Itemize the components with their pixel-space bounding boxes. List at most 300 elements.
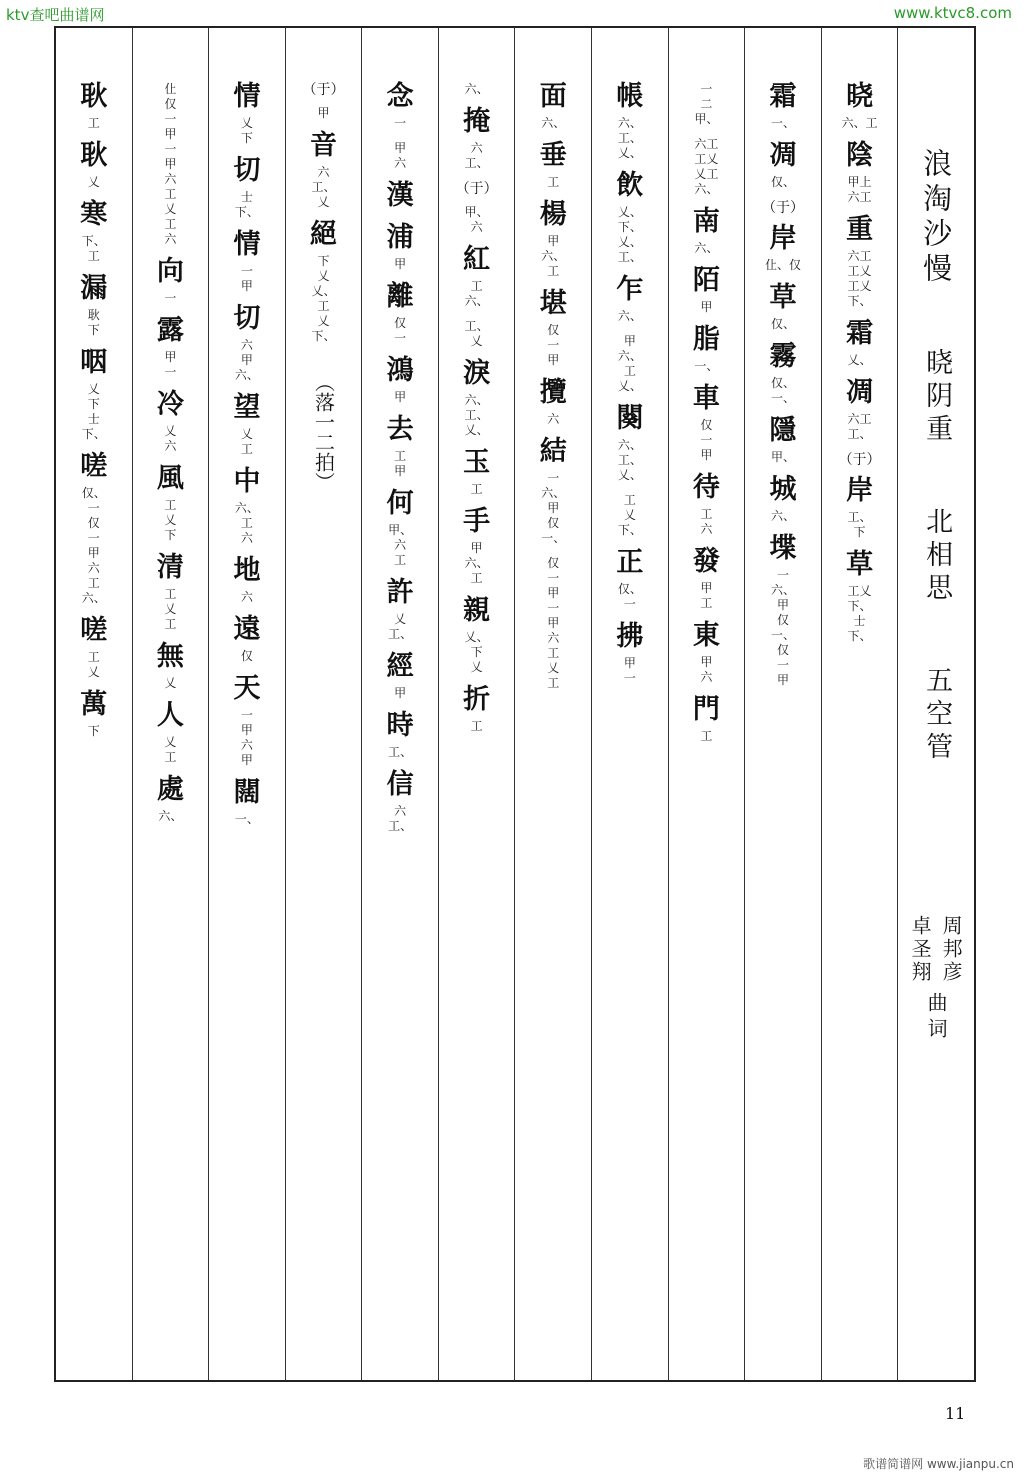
- gongche-symbol: 工: [87, 650, 100, 664]
- tune-name: 浪淘沙慢: [919, 148, 954, 288]
- gongche-notes: [394, 116, 406, 131]
- gongche-symbol: 六、: [694, 241, 719, 255]
- lyric-char: 陰: [846, 140, 874, 171]
- gongche-notes: [465, 630, 489, 675]
- notation-unit: [693, 382, 720, 463]
- gongche-symbol: 工: [240, 442, 253, 456]
- gongche-symbol: 工: [317, 299, 330, 313]
- gongche-symbol: 甲: [547, 234, 560, 248]
- lyric-char: 門: [692, 694, 720, 725]
- gongche-symbol: 下: [470, 645, 483, 659]
- gongche-symbol: 工乂: [847, 264, 872, 278]
- notation-unit: [463, 446, 490, 497]
- lyric-char: 霧: [769, 341, 797, 372]
- gongche-symbol: 工乂: [847, 279, 872, 293]
- gongche-symbol: 一: [240, 708, 253, 722]
- gongche-symbol: 六、: [464, 82, 489, 96]
- gongche-symbol: 六: [317, 165, 330, 179]
- gongche-symbol: 工: [87, 249, 100, 263]
- notation-unit: [233, 228, 260, 294]
- lyric-char: 無: [156, 641, 184, 672]
- gongche-notes: [465, 141, 489, 171]
- lyric-char: 耿: [80, 81, 108, 112]
- gongche-symbol: 仅、: [617, 582, 642, 596]
- lyric-char: 萬: [80, 689, 108, 720]
- gongche-symbol: 一: [700, 433, 713, 447]
- notation-unit: [456, 179, 498, 235]
- lyric-char: 情: [233, 229, 261, 260]
- gongche-symbol: 乂: [547, 661, 560, 675]
- notation-unit: [312, 352, 336, 492]
- gongche-symbol: 工、: [464, 408, 489, 422]
- gongche-symbol: 下: [87, 724, 100, 738]
- lyric-char: 堞: [769, 533, 797, 564]
- gongche-symbol: 仅: [240, 649, 253, 663]
- notation-column: [56, 28, 133, 1380]
- gongche-notes: [312, 254, 336, 344]
- notation-unit: [846, 548, 873, 644]
- lyric-char: 飲: [616, 170, 644, 201]
- lyric-char: 闊: [233, 777, 261, 808]
- gongche-symbol: 六、: [158, 809, 183, 823]
- notation-unit: [310, 218, 337, 344]
- gongche-symbol: 工: [470, 571, 483, 585]
- notation-column: [515, 28, 592, 1380]
- gongche-symbol: 乂: [87, 175, 100, 189]
- notation-column: [822, 28, 899, 1380]
- gongche-symbol: 甲: [700, 581, 713, 595]
- gongche-symbol: 工: [87, 576, 100, 590]
- gongche-symbol: 乂: [623, 508, 636, 522]
- gongche-notes: [164, 587, 176, 632]
- gongche-symbol: 下、: [234, 205, 259, 219]
- lyric-char: 垂: [539, 140, 567, 171]
- gongche-symbol: 六: [164, 439, 177, 453]
- gongche-symbol: 六、: [464, 294, 489, 308]
- gongche-notes: [394, 449, 406, 479]
- gongche-symbol: 下、: [847, 599, 872, 613]
- lyric-char: 拂: [616, 621, 644, 652]
- notation-unit: [769, 281, 796, 332]
- notation-unit: [387, 80, 414, 131]
- notation-unit: [618, 332, 642, 394]
- lyric-char: 遠: [233, 614, 261, 645]
- gongche-symbol: 一: [164, 142, 177, 156]
- credits: [906, 915, 966, 984]
- gongche-symbol: 乂: [317, 314, 330, 328]
- gongche-notes: [318, 106, 330, 121]
- gongche-notes: [618, 493, 642, 538]
- lyric-char: 陌: [692, 265, 720, 296]
- lyric-char: 經: [386, 651, 414, 682]
- gongche-notes: [88, 724, 100, 739]
- notation-unit: [157, 462, 184, 543]
- gongche-symbol: 一: [776, 658, 789, 672]
- gongche-symbol: 一、: [770, 628, 795, 642]
- notation-column: [669, 28, 746, 1380]
- gongche-notes: [547, 323, 559, 368]
- lyric-char: 乍: [616, 274, 644, 305]
- notation-unit: [839, 450, 881, 540]
- gongche-symbol: 工: [87, 116, 100, 130]
- gongche-symbol: 六: [87, 561, 100, 575]
- lyric-char: 南: [692, 206, 720, 237]
- watermark-top-right: www.ktvc8.com: [893, 4, 1012, 22]
- gongche-notes: [88, 116, 100, 131]
- gongche-symbol: 甲: [164, 350, 177, 364]
- gongche-notes: [88, 650, 100, 680]
- notation-unit: [616, 546, 643, 612]
- gongche-symbol: 一: [394, 116, 407, 130]
- gongche-symbol: 六: [240, 338, 253, 352]
- lyric-char: 帳: [616, 81, 644, 112]
- credit-role: 曲词: [924, 992, 949, 1044]
- gongche-symbol: 工: [164, 617, 177, 631]
- gongche-notes: [848, 353, 872, 368]
- gongche-symbol: 六: [240, 590, 253, 604]
- composer: 卓圣翔: [908, 915, 933, 984]
- gongche-symbol: 下: [164, 528, 177, 542]
- gongche-symbol: 仅: [776, 613, 789, 627]
- gongche-symbol: 乂: [164, 676, 177, 690]
- lyric-char: 風: [156, 463, 184, 494]
- gongche-notes: [771, 116, 795, 131]
- gongche-symbol: 甲、: [770, 450, 795, 464]
- gongche-symbol: 工、: [388, 745, 413, 759]
- gongche-symbol: 乂: [317, 195, 330, 209]
- lyric-char: 折: [463, 684, 491, 715]
- gongche-notes: [848, 412, 872, 442]
- gongche-symbol: 六、: [234, 368, 259, 382]
- notation-unit: [540, 198, 567, 279]
- gongche-symbol: 六: [470, 220, 483, 234]
- lyric-char: 漢: [386, 180, 414, 211]
- gongche-notes: [465, 82, 489, 97]
- gongche-symbol: 乂: [470, 660, 483, 674]
- lyric-char: 地: [233, 555, 261, 586]
- gongche-notes: [82, 486, 106, 606]
- gongche-notes: [394, 141, 406, 171]
- notation-unit: [846, 376, 873, 442]
- gongche-notes: [164, 676, 176, 691]
- lyric-char: 霜: [846, 318, 874, 349]
- gongche-symbol: 乂: [164, 735, 177, 749]
- notation-unit: [540, 287, 567, 368]
- gongche-symbol: 工: [164, 587, 177, 601]
- gongche-symbol: 甲: [317, 106, 330, 120]
- notation-unit: [387, 576, 414, 642]
- gongche-symbol: 一: [700, 82, 713, 96]
- notation-unit: [310, 129, 337, 210]
- lyric-char: 草: [769, 282, 797, 313]
- gongche-notes: [848, 249, 872, 309]
- lyric-char: 楊: [539, 199, 567, 230]
- notation-unit: [387, 768, 414, 834]
- lyric-char: 脂: [692, 324, 720, 355]
- gongche-symbol: 六、: [617, 116, 642, 130]
- notation-unit: [616, 169, 643, 265]
- gongche-symbol: 工: [470, 719, 483, 733]
- gongche-symbol: 士: [240, 190, 253, 204]
- notation-unit: [387, 650, 414, 701]
- gongche-symbol: 甲: [623, 656, 636, 670]
- gongche-symbol: 仅、: [770, 175, 795, 189]
- notation-unit: [693, 323, 720, 374]
- gongche-notes: [164, 498, 176, 543]
- gongche-symbol: 下: [240, 131, 253, 145]
- notation-unit: [463, 357, 490, 438]
- notation-unit: [693, 264, 720, 315]
- gongche-symbol: 乂: [164, 202, 177, 216]
- notation-unit: [80, 450, 107, 606]
- notation-unit: [387, 709, 414, 760]
- notation-unit: [846, 317, 873, 368]
- gongche-notes: [471, 482, 483, 497]
- gongche-symbol: 乂、: [847, 353, 872, 367]
- gongche-notes: [164, 82, 176, 247]
- notation-unit: [387, 221, 414, 272]
- notation-unit: [842, 80, 878, 131]
- notation-unit: [465, 80, 489, 97]
- gongche-symbol: 六、: [234, 501, 259, 515]
- lyric-char: 結: [539, 436, 567, 467]
- lyric-char: 霜: [769, 81, 797, 112]
- gongche-symbol: 一: [547, 601, 560, 615]
- gongche-symbol: 甲: [700, 448, 713, 462]
- gongche-symbol: 甲: [164, 157, 177, 171]
- gongche-notes: [541, 234, 565, 279]
- gongche-symbol: 仅: [700, 418, 713, 432]
- gongche-notes: [241, 427, 253, 457]
- gongche-notes: [771, 317, 795, 332]
- gongche-notes: [241, 264, 253, 294]
- lyric-char: 親: [463, 595, 491, 626]
- gongche-symbol: 甲、: [388, 523, 413, 537]
- notation-column: [209, 28, 286, 1380]
- gongche-symbol: 工: [700, 507, 713, 521]
- gongche-symbol: 甲: [547, 501, 560, 515]
- gongche-symbol: 六: [240, 531, 253, 545]
- lyric-char: 耿: [80, 140, 108, 171]
- gongche-notes: [765, 258, 801, 273]
- lyric-char: 重: [846, 214, 874, 245]
- notation-unit: [463, 594, 490, 675]
- gongche-notes: [771, 376, 795, 406]
- notation-unit: [394, 139, 406, 171]
- gongche-symbol: 六: [700, 670, 713, 684]
- gongche-symbol: 工: [623, 364, 636, 378]
- gongche-symbol: 甲: [776, 673, 789, 687]
- gongche-notes: [618, 116, 642, 161]
- notation-unit: [463, 505, 490, 586]
- notation-unit: [463, 683, 490, 734]
- lyric-char: 露: [156, 315, 184, 346]
- gongche-symbol: 一: [87, 501, 100, 515]
- gongche-symbol: 一: [87, 531, 100, 545]
- gongche-symbol: 下、: [311, 329, 336, 343]
- gongche-notes: [164, 735, 176, 765]
- gongche-notes: [164, 291, 176, 306]
- lyric-char: 淚: [463, 358, 491, 389]
- notation-unit: [80, 346, 107, 442]
- notation-unit: [233, 613, 260, 664]
- notation-unit: [157, 255, 184, 306]
- gongche-notes: [842, 116, 878, 131]
- gongche-symbol: 工: [547, 264, 560, 278]
- gongche-symbol: 六、: [541, 486, 566, 500]
- gongche-symbol: 工乂: [847, 584, 872, 598]
- gongche-symbol: 乂: [164, 513, 177, 527]
- notation-unit: [233, 391, 260, 457]
- gongche-notes: [700, 581, 712, 611]
- notation-unit: [540, 80, 567, 131]
- gongche-symbol: 甲: [164, 127, 177, 141]
- gongche-symbol: 仩、仅: [764, 258, 801, 272]
- gongche-symbol: 一: [547, 338, 560, 352]
- gongche-symbol: 下: [317, 254, 330, 268]
- gongche-symbol: 甲上: [847, 175, 872, 189]
- gongche-notes: [394, 686, 406, 701]
- gongche-notes: [388, 745, 412, 760]
- gongche-symbol: 六、: [694, 182, 719, 196]
- gongche-notes: [771, 568, 795, 688]
- gongche-symbol: 乂: [164, 602, 177, 616]
- gongche-notes: [471, 719, 483, 734]
- gongche-notes: [394, 257, 406, 272]
- lyric-char: 信: [386, 769, 414, 800]
- gongche-symbol: 甲: [547, 586, 560, 600]
- gongche-notes: [624, 656, 636, 686]
- notation-unit: [769, 532, 796, 688]
- notation-unit: [616, 80, 643, 161]
- notation-unit: [616, 402, 643, 483]
- gongche-notes: [388, 804, 412, 834]
- gongche-symbol: 一、: [770, 116, 795, 130]
- lyric-char: 情: [233, 81, 261, 112]
- notation-unit: [540, 376, 567, 427]
- gongche-notes: [235, 812, 259, 827]
- gongche-symbol: 乂、: [617, 235, 642, 249]
- gongche-notes: [465, 393, 489, 438]
- gongche-notes: [694, 241, 718, 256]
- gongche-notes: [465, 319, 489, 349]
- gongche-symbol: 工: [547, 175, 560, 189]
- gongche-notes: [700, 729, 712, 744]
- gongche-symbol: 乂: [394, 612, 407, 626]
- gongche-notes: [848, 584, 872, 644]
- gongche-symbol: 工: [700, 729, 713, 743]
- lyric-char: 堪: [539, 288, 567, 319]
- gongche-symbol: 六、: [770, 509, 795, 523]
- notation-unit: [233, 672, 260, 768]
- notation-unit: [846, 213, 873, 309]
- gongche-symbol: 甲: [700, 655, 713, 669]
- gongche-notes: [158, 809, 182, 824]
- gongche-symbol: 工、: [847, 427, 872, 441]
- notation-column: [286, 28, 363, 1380]
- notation-unit: [80, 614, 107, 680]
- gongche-notes: [82, 382, 106, 442]
- lyric-char: 發: [692, 546, 720, 577]
- gongche-notes: [82, 234, 106, 264]
- gongche-symbol: 工乂: [694, 152, 719, 166]
- gongche-symbol: 工、: [847, 510, 872, 524]
- grace-mark: （于）: [838, 452, 881, 468]
- gongche-symbol: 一: [164, 365, 177, 379]
- notation-column: [439, 28, 516, 1380]
- gongche-symbol: 工: [470, 279, 483, 293]
- grace-mark: （于）: [455, 181, 498, 197]
- notation-unit: [693, 471, 720, 537]
- gongche-notes: [618, 582, 642, 612]
- gongche-symbol: 工: [394, 449, 407, 463]
- lyricist: 周邦彦: [939, 915, 964, 984]
- gongche-symbol: 二: [700, 97, 713, 111]
- gongche-symbol: 仅: [164, 97, 177, 111]
- lyric-char: 浦: [386, 222, 414, 253]
- lyric-char: 玉: [463, 447, 491, 478]
- gongche-symbol: 甲: [394, 686, 407, 700]
- gongche-symbol: 乂工: [694, 167, 719, 181]
- notation-unit: [846, 139, 873, 205]
- gongche-symbol: 六、: [81, 591, 106, 605]
- notation-column: [592, 28, 669, 1380]
- gongche-symbol: 仅: [547, 323, 560, 337]
- gongche-symbol: 乂: [87, 665, 100, 679]
- gongche-symbol: 一: [623, 671, 636, 685]
- lyric-char: 漏: [80, 273, 108, 304]
- gongche-symbol: 六: [394, 156, 407, 170]
- gongche-symbol: 六: [164, 172, 177, 186]
- gongche-notes: [388, 523, 412, 568]
- gongche-notes: [547, 412, 559, 427]
- gongche-symbol: 甲、: [464, 205, 489, 219]
- gongche-notes: [771, 509, 795, 524]
- gongche-notes: [394, 390, 406, 405]
- lyric-char: 切: [233, 303, 261, 334]
- gongche-notes: [694, 137, 718, 197]
- gongche-symbol: 仩: [164, 82, 177, 96]
- gongche-notes: [241, 708, 253, 768]
- gongche-notes: [235, 190, 259, 220]
- gongche-notes: [465, 205, 489, 235]
- gongche-symbol: 甲: [240, 353, 253, 367]
- notation-unit: [616, 620, 643, 686]
- lyric-char: 時: [386, 710, 414, 741]
- notation-unit: [387, 179, 414, 213]
- lyric-char: 切: [233, 155, 261, 186]
- gongche-notes: [618, 309, 642, 324]
- gongche-notes: [700, 507, 712, 537]
- grace-mark: （于）: [302, 82, 345, 98]
- notation-unit: [769, 340, 796, 406]
- gongche-symbol: 六: [394, 804, 407, 818]
- gongche-symbol: 乂: [240, 427, 253, 441]
- lyric-char: 天: [233, 673, 261, 704]
- title-column: [898, 28, 974, 1380]
- notation-unit: [164, 80, 176, 247]
- gongche-symbol: 乂、: [617, 468, 642, 482]
- grace-mark: （于）: [761, 200, 804, 216]
- notation-unit: [80, 139, 107, 190]
- gongche-symbol: 六、工: [841, 116, 878, 130]
- gongche-symbol: 工、: [388, 819, 413, 833]
- gongche-symbol: 仅、: [770, 317, 795, 331]
- gongche-symbol: 甲: [700, 300, 713, 314]
- gongche-symbol: 六: [394, 538, 407, 552]
- gongche-symbol: 下: [853, 525, 866, 539]
- gongche-symbol: 乂、: [617, 205, 642, 219]
